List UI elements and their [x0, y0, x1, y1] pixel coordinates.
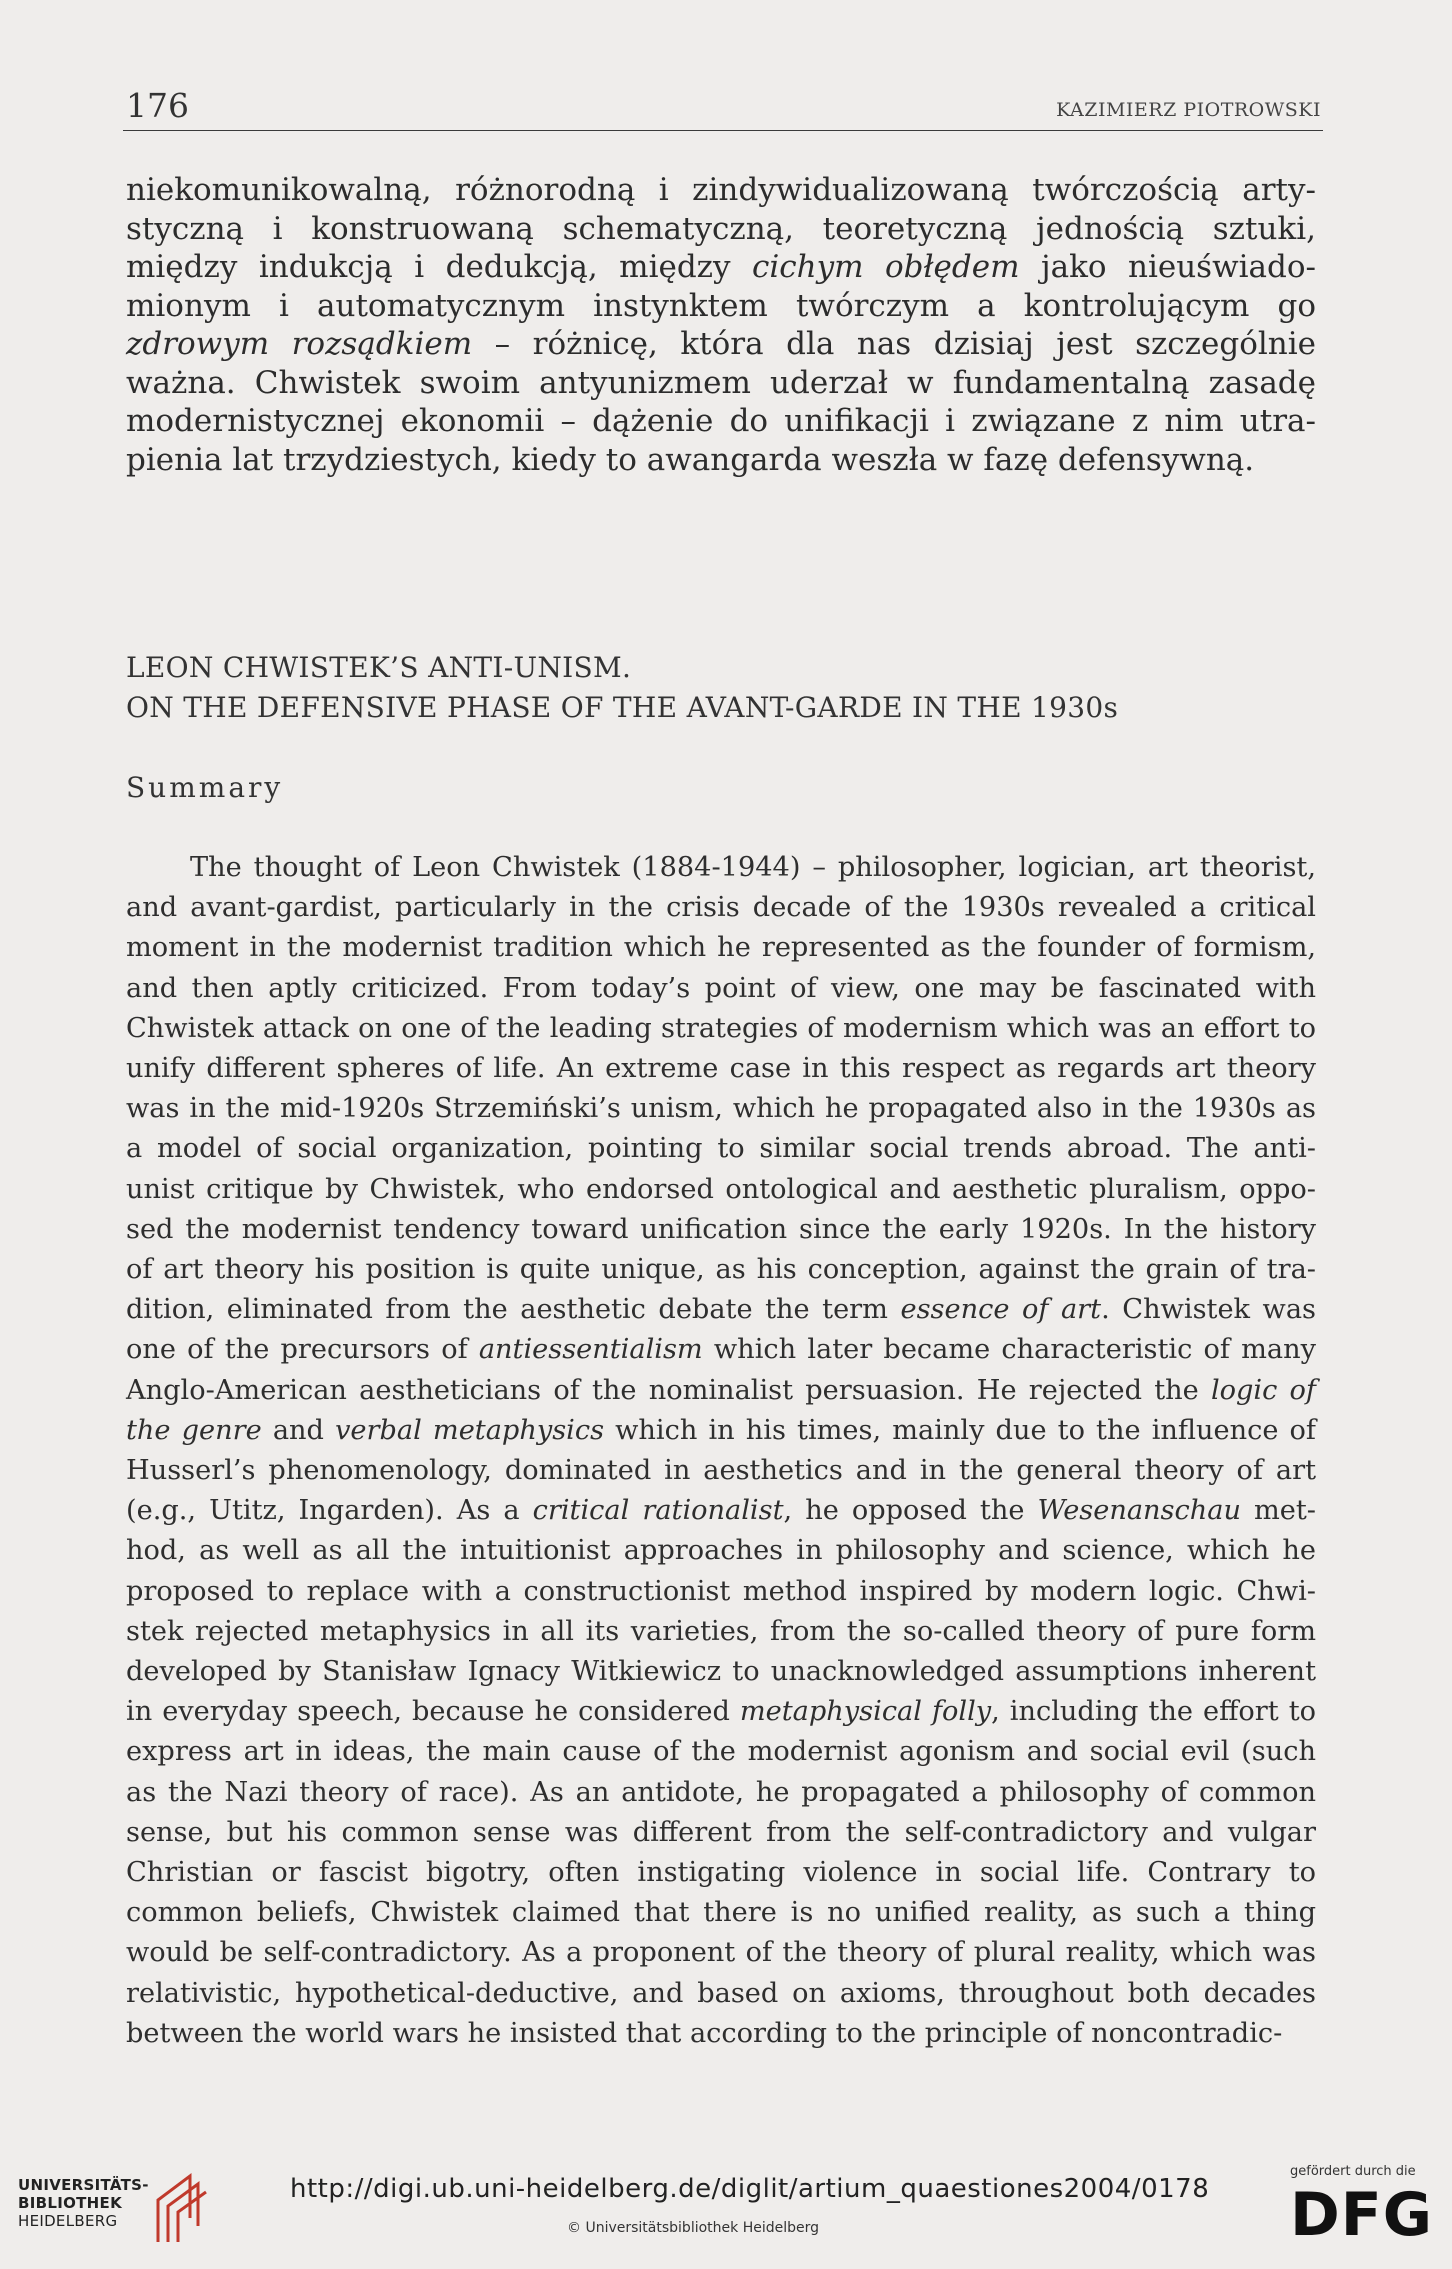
text-run: between the world wars he insisted that according to the principle of noncontradic- — [126, 2017, 1283, 2049]
italic-term: zdrowym rozsądkiem — [126, 326, 473, 362]
text-run: Husserl’s phenomenology, dominated in aesthetics and in the general theory of art — [126, 1455, 1316, 1487]
text-run: jako nieuświado- — [1019, 249, 1317, 285]
summary-line — [126, 1773, 1316, 1813]
text-run: which in his times, mainly due to the influence of — [604, 1414, 1316, 1446]
polish-paragraph-line — [126, 402, 1316, 441]
text-run: sense, but his common sense was different from the self-contradictory and vulgar — [126, 1816, 1316, 1848]
polish-paragraph-line — [126, 210, 1316, 249]
text-run: and — [261, 1414, 336, 1446]
polish-paragraph-line — [126, 364, 1316, 403]
text-run: Chwistek attack on one of the leading strategies of modernism which was an effort to — [126, 1012, 1316, 1044]
summary-line — [126, 1330, 1316, 1370]
polish-paragraph — [126, 171, 1316, 479]
italic-term: cichym obłędem — [752, 249, 1020, 285]
text-run: pienia lat trzydziestych, kiedy to awangarda weszła w fazę defensywną. — [126, 441, 1255, 478]
sponsor-caption: gefördert durch die — [1290, 2164, 1416, 2179]
summary-paragraph — [126, 848, 1316, 2054]
italic-term: the genre — [126, 1414, 262, 1446]
summary-line — [126, 1491, 1316, 1531]
summary-line — [126, 888, 1316, 928]
library-name-line-2: BIBLIOTHEK — [18, 2194, 122, 2212]
english-title-line-1: LEON CHWISTEK’S ANTI-UNISM. — [126, 651, 632, 684]
page-number: 176 — [126, 86, 189, 125]
text-run: proposed to replace with a constructionist method inspired by modern logic. Chwi- — [126, 1575, 1316, 1607]
text-run: and then aptly criticized. From today’s point of view, one may be fascinated with — [126, 972, 1316, 1004]
english-title-line-2: ON THE DEFENSIVE PHASE OF THE AVANT-GARDE IN THE 1930s — [126, 691, 1119, 724]
italic-term: metaphysical folly — [739, 1696, 992, 1728]
text-run: , he opposed the — [783, 1495, 1038, 1527]
summary-line — [126, 1893, 1316, 1933]
polish-paragraph-line — [126, 248, 1316, 287]
summary-line — [126, 2014, 1316, 2054]
summary-line — [126, 1732, 1316, 1772]
text-run: modernistycznej ekonomii – dążenie do unifikacji i związane z nim utra- — [126, 403, 1316, 439]
library-logo — [18, 2170, 218, 2250]
footer — [0, 2150, 1452, 2269]
summary-line — [126, 1049, 1316, 1089]
text-run: , including the effort to — [991, 1696, 1316, 1728]
polish-paragraph-line — [126, 287, 1316, 326]
italic-term: logic of — [1210, 1374, 1316, 1406]
text-run: met- — [1240, 1495, 1316, 1527]
text-run: (e.g., Utitz, Ingarden). As a — [126, 1495, 533, 1527]
text-run: dition, eliminated from the aesthetic debate the term — [126, 1294, 901, 1326]
text-run: ważna. Chwistek swoim antyunizmem uderzał w fundamentalną zasadę — [126, 364, 1316, 401]
text-run: styczną i konstruowaną schematyczną, teoretyczną jednością sztuki, — [126, 210, 1316, 247]
text-run: and avant-gardist, particularly in the crisis decade of the 1930s revealed a critical — [126, 892, 1316, 924]
text-run: was in the mid-1920s Strzemiński’s unism, which he propagated also in the 1930s as — [126, 1093, 1316, 1125]
summary-line — [126, 1009, 1316, 1049]
text-run: relativistic, hypothetical-deductive, and based on axioms, throughout both decades — [126, 1977, 1316, 2009]
copyright-notice: © Universitätsbibliothek Heidelberg — [567, 2220, 820, 2236]
text-run: which later became characteristic of many — [702, 1334, 1316, 1366]
text-run: express art in ideas, the main cause of the modernist agonism and social evil (such — [126, 1736, 1316, 1768]
summary-line — [126, 1974, 1316, 2014]
text-run: developed by Stanisław Ignacy Witkiewicz to unacknowledged assumptions inherent — [126, 1656, 1316, 1688]
source-url-link[interactable]: http://digi.ub.uni-heidelberg.de/diglit/artium_quaestiones2004/0178 — [290, 2174, 1210, 2204]
summary-line — [126, 1692, 1316, 1732]
text-run: Christian or fascist bigotry, often instigating violence in social life. Contrary to — [126, 1857, 1316, 1889]
dfg-logo: DFG — [1290, 2180, 1434, 2250]
text-run: The thought of Leon Chwistek (1884-1944) – philosopher, logician, art theorist, — [190, 852, 1316, 883]
text-run: moment in the modernist tradition which he represented as the founder of formism, — [126, 932, 1316, 964]
running-head: KAZIMIERZ PIOTROWSKI — [1056, 99, 1321, 121]
polish-paragraph-line — [126, 441, 1316, 480]
italic-term: verbal metaphysics — [335, 1414, 605, 1446]
text-run: common beliefs, Chwistek claimed that there is no unified reality, as such a thing — [126, 1897, 1316, 1929]
text-run: . Chwistek was — [1101, 1294, 1316, 1326]
text-run: Anglo-American aestheticians of the nominalist persuasion. He rejected the — [126, 1374, 1211, 1406]
text-run: of art theory his position is quite unique, as his conception, against the grain of tra- — [126, 1254, 1316, 1286]
italic-term: Wesenanschau — [1037, 1495, 1241, 1527]
text-run: as the Nazi theory of race). As an antidote, he propagated a philosophy of common — [126, 1776, 1316, 1808]
summary-line — [126, 1933, 1316, 1973]
summary-line — [126, 1853, 1316, 1893]
library-mark-icon — [150, 2170, 210, 2250]
text-run: hod, as well as all the intuitionist approaches in philosophy and science, which he — [126, 1535, 1316, 1567]
text-run: a model of social organization, pointing to similar social trends abroad. The anti- — [126, 1133, 1316, 1165]
library-name-line-1: UNIVERSITÄTS- — [18, 2176, 149, 2194]
text-run: – różnicę, która dla nas dzisiaj jest szczególnie — [472, 326, 1316, 362]
text-run: stek rejected metaphysics in all its varieties, from the so-called theory of pure form — [126, 1615, 1316, 1647]
text-run: między indukcją i dedukcją, między — [126, 249, 753, 285]
text-run: mionym i automatycznym instynktem twórczym a kontrolującym go — [126, 287, 1316, 324]
summary-line — [126, 1210, 1316, 1250]
summary-line — [126, 1572, 1316, 1612]
summary-line — [126, 1531, 1316, 1571]
polish-paragraph-line — [126, 171, 1316, 210]
text-run: one of the precursors of — [126, 1334, 479, 1366]
page-header — [123, 86, 1323, 131]
summary-line — [126, 1089, 1316, 1129]
summary-line — [126, 1371, 1316, 1411]
italic-term: essence of art — [900, 1294, 1102, 1326]
summary-line — [126, 1813, 1316, 1853]
text-run: sed the modernist tendency toward unification since the early 1920s. In the history — [126, 1213, 1316, 1245]
summary-line — [126, 1129, 1316, 1169]
summary-line — [126, 1652, 1316, 1692]
italic-term: antiessentialism — [478, 1334, 703, 1366]
text-run: niekomunikowalną, różnorodną i zindywidualizowaną twórczością arty- — [126, 172, 1316, 208]
summary-line — [126, 1451, 1316, 1491]
text-run: would be self-contradictory. As a proponent of the theory of plural reality, which was — [126, 1937, 1316, 1969]
summary-line — [126, 928, 1316, 968]
summary-line — [126, 1290, 1316, 1330]
italic-term: critical rationalist — [532, 1495, 784, 1527]
summary-line — [126, 848, 1316, 888]
summary-line — [126, 1612, 1316, 1652]
polish-paragraph-line — [126, 325, 1316, 364]
summary-line — [126, 969, 1316, 1009]
summary-line — [126, 1170, 1316, 1210]
library-name-line-3: HEIDELBERG — [18, 2212, 118, 2230]
text-run: unist critique by Chwistek, who endorsed ontological and aesthetic pluralism, oppo- — [126, 1173, 1316, 1205]
summary-line — [126, 1411, 1316, 1451]
summary-line — [126, 1250, 1316, 1290]
text-run: in everyday speech, because he considered — [126, 1696, 740, 1728]
summary-heading: Summary — [126, 771, 284, 804]
text-run: unify different spheres of life. An extreme case in this respect as regards art theory — [126, 1053, 1316, 1085]
